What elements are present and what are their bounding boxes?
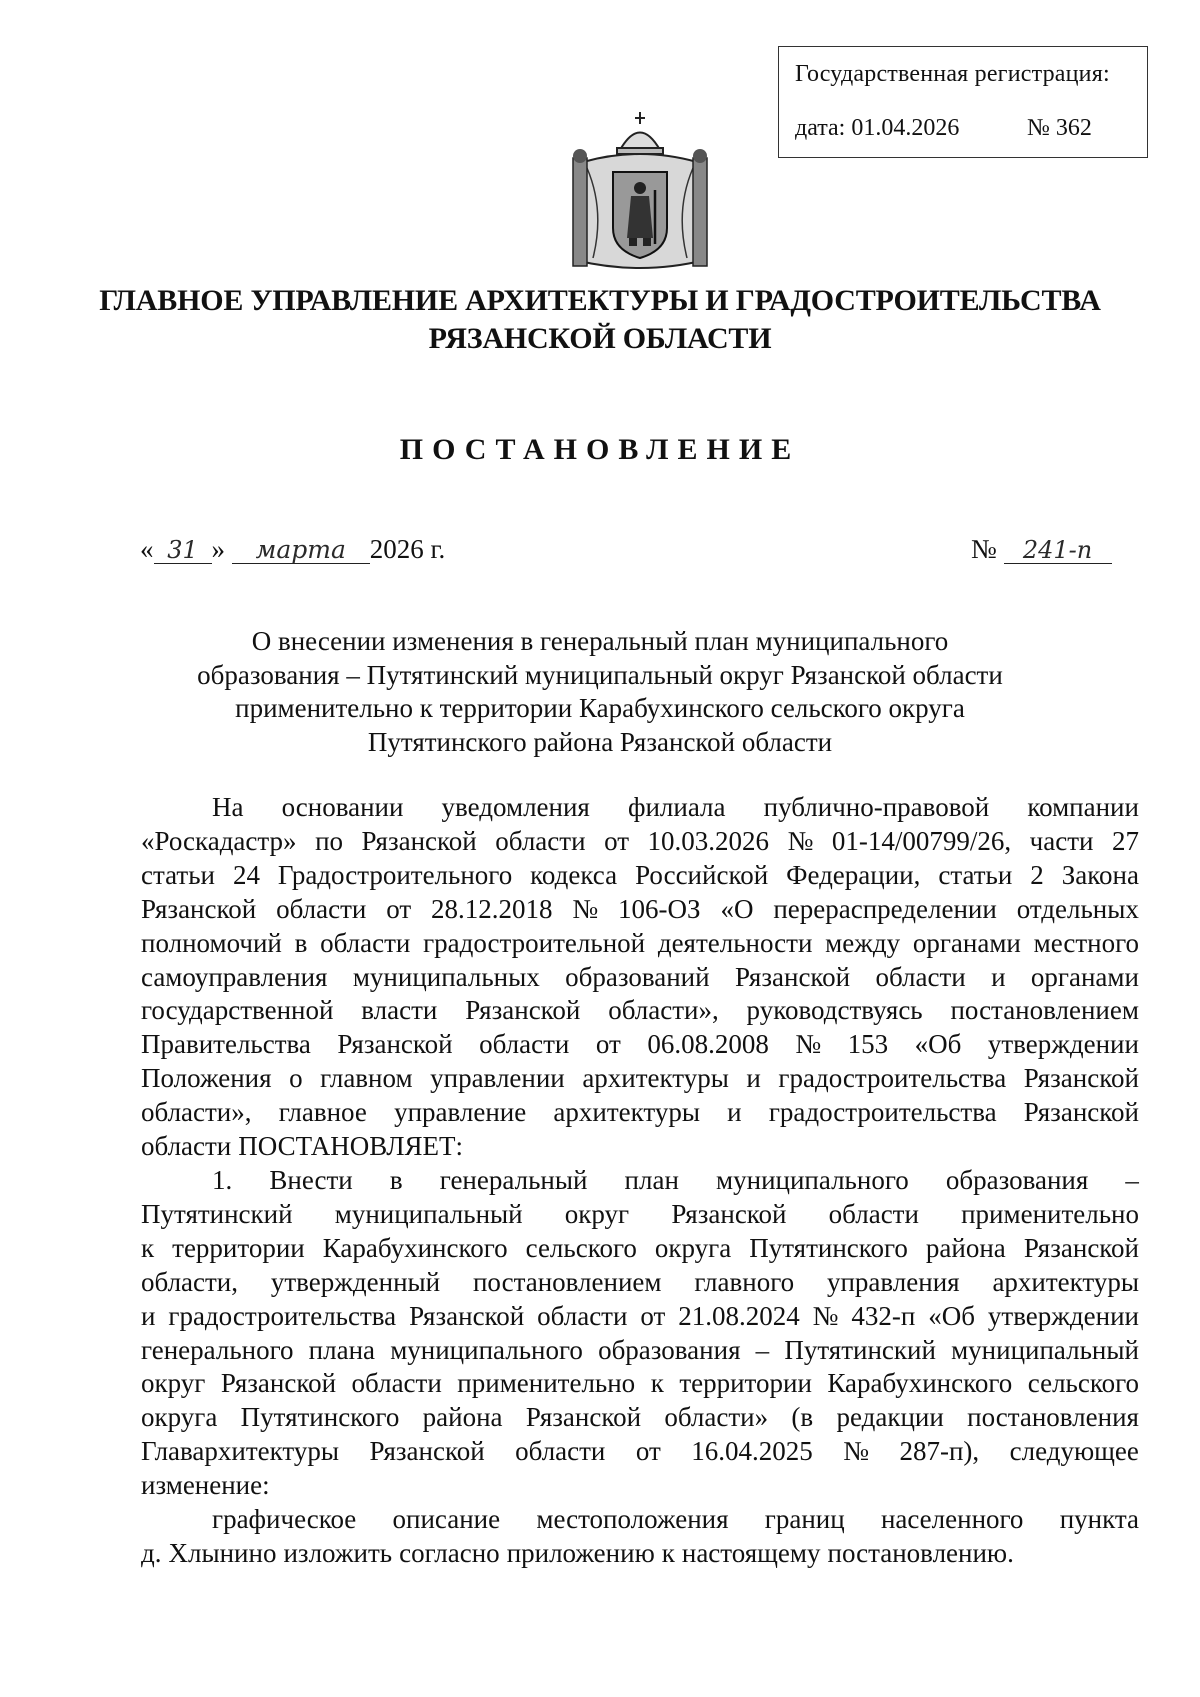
body-word: применительно (961, 1198, 1139, 1229)
body-word: Главархитектуры (141, 1436, 339, 1467)
body-word: плана (308, 1334, 376, 1365)
body-word: отдельных (1016, 893, 1139, 924)
date-open-quote: « (140, 534, 154, 564)
body-word: описание (392, 1504, 501, 1535)
body-word: Закона (1061, 859, 1139, 890)
subject-line: Путятинского района Рязанской области (367, 726, 833, 757)
body-line (141, 1334, 1139, 1368)
date-month: марта (232, 537, 370, 564)
body-word: Российской (635, 859, 769, 890)
subject-line: О внесении изменения в генеральный план муниципального (251, 626, 949, 656)
organization-name-line2: РЯЗАНСКОЙ ОБЛАСТИ (428, 322, 772, 355)
body-word: уведомления (441, 792, 590, 822)
body-word: Карабухинского (322, 1232, 508, 1263)
body-word: постановлению. (827, 1537, 1014, 1568)
body-word: от (604, 825, 630, 856)
body-word: сельского (525, 1232, 637, 1263)
body-line (141, 961, 1139, 995)
body-word: области (515, 1436, 606, 1467)
body-word: Путятинского (749, 1232, 908, 1263)
body-word: муниципальных (352, 961, 540, 992)
body-word: образования (945, 1164, 1089, 1195)
body-line (141, 927, 1139, 961)
body-word: и (746, 1063, 761, 1094)
body-word: генерального (141, 1334, 294, 1365)
body-word: Рязанской (525, 1402, 642, 1433)
body-word: Карабухинского (827, 1368, 1013, 1399)
body-word: утверждении (987, 1300, 1139, 1331)
body-line (141, 1198, 1139, 1232)
document-date (140, 534, 445, 565)
body-line (141, 825, 1139, 859)
body-word: деятельности (657, 927, 813, 958)
registration-date: дата: 01.04.2026 (795, 115, 960, 141)
body-line (141, 1503, 1139, 1537)
body-line (141, 1096, 1139, 1130)
body-word: № (812, 1300, 839, 1331)
body-word: Федерации, (786, 859, 921, 890)
body-word: границ (764, 1504, 845, 1535)
body-word: местного (1033, 927, 1139, 958)
body-word: местоположения (536, 1504, 729, 1535)
body-word: муниципального (390, 1334, 583, 1365)
body-word: района (422, 1402, 503, 1433)
body-word: постановлением (950, 995, 1139, 1026)
body-word: публично-правовой (763, 792, 990, 822)
body-word: – (755, 1334, 770, 1365)
body-word: округ (141, 1368, 206, 1399)
body-word: области (828, 1198, 919, 1229)
body-word: № (843, 1436, 870, 1467)
body-word: образований (565, 961, 710, 992)
body-word: 06.08.2008 (647, 1029, 769, 1060)
document-type: ПОСТАНОВЛЕНИЕ (399, 433, 801, 466)
body-word: органами (1030, 961, 1139, 992)
body-word: округ (564, 1198, 630, 1229)
body-word: Положения (141, 1063, 272, 1094)
body-word: полномочий (141, 927, 282, 958)
registration-stamp (778, 46, 1148, 158)
body-word: главном (320, 1063, 413, 1094)
body-word: основании (281, 792, 404, 822)
body-word: управления (826, 1266, 960, 1297)
body-word: к (141, 1232, 155, 1263)
body-word: области (537, 1300, 628, 1331)
body-word: градостроительства (168, 1300, 397, 1331)
body-word: главное (278, 1097, 367, 1128)
body-word: к (661, 1537, 675, 1568)
body-word: области», (141, 1097, 252, 1128)
body-word: 24 (232, 859, 260, 890)
body-word: градостроительства (778, 1063, 1007, 1094)
body-word: Рязанской (465, 995, 581, 1026)
body-word: архитектуры (553, 1097, 700, 1128)
document-body (141, 791, 1139, 1571)
date-year: 2026 г. (369, 534, 446, 564)
body-line (141, 1130, 1139, 1164)
body-line (141, 1232, 1139, 1266)
body-word: Рязанской (671, 1198, 787, 1229)
body-word: Путятинского (240, 1402, 400, 1433)
body-word: графическое (212, 1504, 357, 1535)
body-word: № (795, 1029, 822, 1060)
body-word: градостроительства (768, 1097, 997, 1128)
body-word: области (276, 893, 367, 924)
body-word: постановлением (472, 1266, 662, 1297)
body-line (141, 893, 1139, 927)
document-number-value: 241-п (1004, 537, 1112, 564)
body-word: статьи (938, 859, 1013, 890)
body-word: – (1125, 1164, 1139, 1195)
body-line (141, 791, 1139, 825)
body-word: пункта (1059, 1504, 1139, 1535)
body-word: к (650, 1368, 664, 1399)
body-word: власти (361, 995, 438, 1026)
body-word: области», (608, 995, 719, 1026)
body-word: области (141, 1131, 232, 1162)
document-number (971, 534, 1112, 565)
body-line (141, 1537, 1139, 1571)
body-word: № (572, 893, 599, 924)
body-word: согласно (399, 1537, 500, 1568)
body-word: образования (598, 1334, 741, 1365)
body-word: от (595, 1029, 621, 1060)
subject-line: образования – Путятинский муниципальный округ Рязанской области (197, 659, 1003, 690)
body-word: области, (141, 1266, 239, 1297)
body-line (141, 1469, 1139, 1503)
document-number-label: № (971, 534, 997, 564)
body-word: Хлынино (168, 1537, 277, 1568)
body-line (141, 1401, 1139, 1435)
body-word: следующее (1009, 1436, 1139, 1467)
body-line (141, 994, 1139, 1028)
body-word: постановления (967, 1402, 1139, 1433)
body-word: редакции (836, 1402, 944, 1433)
body-word: 287-п), (899, 1436, 980, 1467)
body-word: самоуправления (141, 961, 328, 992)
body-word: Градостроительного (277, 859, 513, 890)
body-word: Рязанской (409, 1300, 525, 1331)
body-word: компании (1027, 792, 1139, 822)
body-word: 153 (847, 1029, 889, 1060)
body-word: области (495, 825, 586, 856)
ryazan-coat-of-arms-icon (565, 110, 715, 275)
body-word: Рязанской (220, 1368, 337, 1399)
body-word: Рязанской (734, 961, 851, 992)
body-word: органами (912, 927, 1021, 958)
body-line (141, 1028, 1139, 1062)
organization-name-line1: ГЛАВНОЕ УПРАВЛЕНИЕ АРХИТЕКТУРЫ И ГРАДОСТРОИТЕЛЬСТВА (99, 284, 1101, 317)
body-word: Правительства (141, 1029, 311, 1060)
body-word: статьи (141, 859, 215, 890)
body-word: о (289, 1063, 303, 1094)
body-line (141, 1367, 1139, 1401)
body-line (141, 1435, 1139, 1469)
body-word: перераспределении (773, 893, 997, 924)
body-word: 432-п (851, 1300, 916, 1331)
body-word: архитектуры (582, 1063, 729, 1094)
body-word: «Об (914, 1029, 962, 1060)
body-word: округа (141, 1402, 218, 1433)
body-word: изменение: (141, 1470, 270, 1501)
body-word: 01-14/00799/26, (831, 825, 1012, 856)
body-word: части (1029, 825, 1094, 856)
body-word: план (624, 1164, 679, 1195)
body-word: 27 (1111, 825, 1139, 856)
body-word: от (635, 1436, 661, 1467)
body-word: области (875, 961, 966, 992)
body-word: и (727, 1097, 742, 1128)
body-word: 28.12.2018 (431, 893, 553, 924)
body-word: управлении (430, 1063, 565, 1094)
body-word: «Роскадастр» (141, 825, 297, 856)
body-word: д. (141, 1537, 162, 1568)
body-word: Рязанской (1023, 1063, 1139, 1094)
body-word: области (320, 927, 411, 958)
date-close-quote: » (211, 534, 225, 564)
body-word: Рязанской (1023, 1097, 1139, 1128)
body-line (141, 1266, 1139, 1300)
body-word: «О (720, 893, 754, 924)
body-word: применительно (457, 1368, 636, 1399)
body-word: от (640, 1300, 666, 1331)
body-word: территории (172, 1232, 305, 1263)
body-word: Рязанской (361, 825, 477, 856)
body-word: «Об (928, 1300, 975, 1331)
body-word: от (386, 893, 412, 924)
body-word: градостроительной (423, 927, 646, 958)
registration-number: № 362 (1027, 115, 1092, 141)
body-word: ПОСТАНОВЛЯЕТ: (238, 1131, 464, 1162)
body-word: 21.08.2024 (678, 1300, 800, 1331)
body-word: настоящему (681, 1537, 821, 1568)
body-word: утверждении (987, 1029, 1139, 1060)
body-word: 10.03.2026 (647, 825, 770, 856)
body-word: Рязанской (337, 1029, 453, 1060)
body-word: изложить (283, 1537, 393, 1568)
body-word: 2 (1030, 859, 1044, 890)
body-word: (в (791, 1402, 814, 1433)
body-word: филиала (627, 792, 726, 822)
body-word: 106-ОЗ (618, 893, 701, 924)
body-word: сельского (1027, 1368, 1139, 1399)
body-word: Рязанской (369, 1436, 485, 1467)
date-day: 31 (154, 537, 212, 564)
body-word: государственной (141, 995, 334, 1026)
body-line (141, 1062, 1139, 1096)
body-word: руководствуясь (746, 995, 923, 1026)
body-line (141, 859, 1139, 893)
registration-title: Государственная регистрация: (795, 61, 1110, 87)
body-word: района (925, 1232, 1006, 1263)
body-word: Путятинский (784, 1334, 936, 1365)
body-word: № (787, 825, 814, 856)
body-line (141, 1164, 1139, 1198)
body-word: области (351, 1368, 442, 1399)
body-word: по (315, 825, 344, 856)
body-word: муниципального (716, 1164, 909, 1195)
body-word: Рязанской (1023, 1232, 1139, 1263)
body-word: утвержденный (270, 1266, 441, 1297)
body-word: в (389, 1164, 403, 1195)
body-word: Внести (269, 1164, 353, 1195)
body-word: области» (664, 1402, 769, 1433)
body-word: и (141, 1300, 156, 1331)
body-word: генеральный (439, 1164, 588, 1195)
body-word: населенного (880, 1504, 1024, 1535)
document-subject (150, 625, 1050, 759)
body-word: архитектуры (992, 1266, 1139, 1297)
body-word: главного (694, 1266, 795, 1297)
body-line (141, 1300, 1139, 1334)
body-word: территории (679, 1368, 812, 1399)
body-word: Рязанской (141, 893, 257, 924)
body-word: в (294, 927, 308, 958)
body-word: области (479, 1029, 570, 1060)
body-word: 1. (212, 1164, 233, 1195)
body-word: 16.04.2025 (691, 1436, 813, 1467)
body-word: На (212, 792, 244, 822)
body-word: округа (654, 1232, 732, 1263)
body-word: и (991, 961, 1006, 992)
body-word: муниципальный (951, 1334, 1139, 1365)
body-word: приложению (506, 1537, 655, 1568)
body-word: Путятинский (141, 1198, 293, 1229)
body-word: муниципальный (334, 1198, 523, 1229)
body-word: управление (394, 1097, 527, 1128)
subject-line: применительно к территории Карабухинского сельского округа (235, 693, 965, 723)
body-word: между (825, 927, 901, 958)
body-word: кодекса (530, 859, 618, 890)
